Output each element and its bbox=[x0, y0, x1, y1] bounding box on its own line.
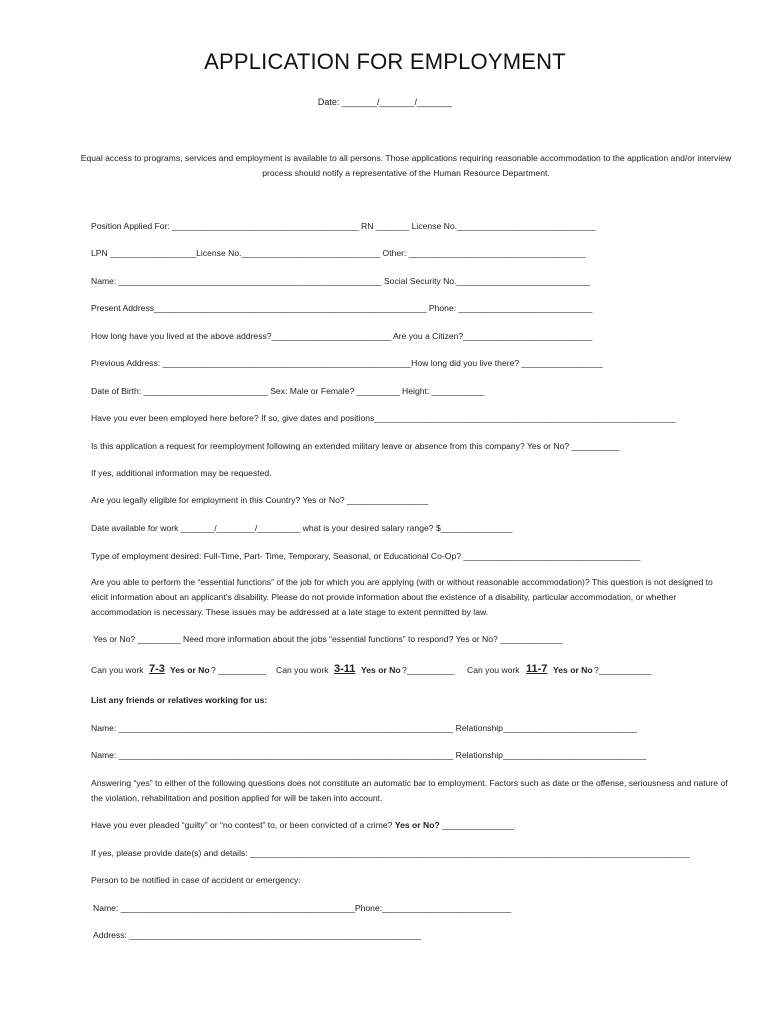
shift-3-11-answer[interactable]: ?__________ bbox=[402, 665, 455, 675]
shift-yes-no: Yes or No bbox=[170, 665, 210, 675]
lpn-field[interactable]: LPN __________________License No._____________________________ Other: _____________________________________ bbox=[91, 248, 586, 258]
position-applied-field[interactable]: Position Applied For: _______________________________________ RN _______ License No._____________________________ bbox=[91, 221, 596, 231]
shift-11-7: 11-7 bbox=[526, 663, 548, 675]
convicted-label: Have you ever pleaded “guilty” or “no contest” to, or been convicted of a crime? bbox=[91, 820, 393, 830]
intro-paragraph: Equal access to programs, services and employment is available to all persons. Those applications requiring reasonable accommodation to the application and/or interview process should notify a representative of the Human Resource Department. bbox=[80, 153, 732, 178]
date-available-field[interactable]: Date available for work _______/________/_________ what is your desired salary range? $_______________ bbox=[91, 523, 513, 533]
how-long-field[interactable]: How long have you lived at the above address?_________________________ Are you a Citizen?___________________________ bbox=[91, 331, 593, 341]
convicted-question[interactable] bbox=[91, 820, 514, 830]
shift-yes-no: Yes or No bbox=[361, 665, 401, 675]
previous-address-field[interactable]: Previous Address: ____________________________________________________How long did you live there? _________________ bbox=[91, 358, 603, 368]
date-of-birth-field[interactable]: Date of Birth: __________________________ Sex: Male or Female? _________ Height: ___________ bbox=[91, 386, 485, 396]
shift-label: Can you work bbox=[467, 665, 520, 675]
convicted-blank[interactable]: _______________ bbox=[442, 820, 514, 830]
shift-label: Can you work bbox=[276, 665, 329, 675]
shift-3-11: 3-11 bbox=[334, 663, 356, 675]
shift-11-7-answer[interactable]: ?___________ bbox=[594, 665, 652, 675]
employed-before-field[interactable]: Have you ever been employed here before? If so, give dates and positions_______________________________________________________________ bbox=[91, 413, 676, 423]
present-address-field[interactable]: Present Address_________________________________________________________ Phone: ____________________________ bbox=[91, 303, 593, 313]
page-title: APPLICATION FOR EMPLOYMENT bbox=[204, 49, 566, 74]
shift-7-3: 7-3 bbox=[149, 663, 165, 675]
shift-label: Can you work bbox=[91, 665, 144, 675]
shift-yes-no: Yes or No bbox=[553, 665, 593, 675]
type-employment-field[interactable]: Type of employment desired: Full-Time, Part- Time, Temporary, Seasonal, or Educational Co-Op? _____________________________________ bbox=[91, 551, 641, 561]
essential-functions-answer[interactable]: Yes or No? _________ Need more information about the jobs “essential functions” to respond? Yes or No? _____________ bbox=[93, 634, 563, 644]
friends-heading: List any friends or relatives working for us: bbox=[91, 695, 268, 705]
shift-7-3-answer[interactable]: ? __________ bbox=[211, 665, 266, 675]
emergency-heading: Person to be notified in case of accident or emergency: bbox=[91, 875, 301, 885]
emergency-name-field[interactable]: Name: _________________________________________________Phone:___________________________ bbox=[93, 903, 512, 913]
legally-eligible-field[interactable]: Are you legally eligible for employment in this Country? Yes or No? _________________ bbox=[91, 495, 429, 505]
relative-name-field[interactable]: Name: ______________________________________________________________________ Relationship____________________________ bbox=[91, 723, 637, 733]
emergency-address-field[interactable]: Address: _____________________________________________________________ bbox=[93, 930, 421, 940]
additional-info-note: If yes, additional information may be requested. bbox=[91, 468, 272, 478]
essential-functions-paragraph: Are you able to perform the “essential functions” of the job for which you are applying (with or without reasonable accommodation)? This question is not designed to elicit information about an applicant’s disability. Please do not provide information about the existence of a disability, particular accommodation, or whether accommodation is necessary. These issues may be addressed at a late stage to extent permitted by law. bbox=[91, 577, 713, 617]
reemployment-field[interactable]: Is this application a request for reemployment following an extended military leave or absence from this company? Yes or No? __________ bbox=[91, 441, 620, 451]
answering-yes-paragraph: Answering “yes” to either of the following questions does not constitute an automatic bar to employment. Factors such as date or the offense, seriousness and nature of the violation, rehabilitation and position applied for will be taken into account. bbox=[91, 778, 728, 803]
relative-name-field[interactable]: Name: ______________________________________________________________________ Relationship______________________________ bbox=[91, 750, 647, 760]
date-line: Date: _______/_______/_______ bbox=[317, 97, 453, 107]
name-field[interactable]: Name: _______________________________________________________ Social Security No.____________________________ bbox=[91, 276, 591, 286]
details-field[interactable]: If yes, please provide date(s) and details: ____________________________________________________________________________________________ bbox=[91, 848, 690, 858]
convicted-yes-no: Yes or No? bbox=[394, 820, 440, 830]
